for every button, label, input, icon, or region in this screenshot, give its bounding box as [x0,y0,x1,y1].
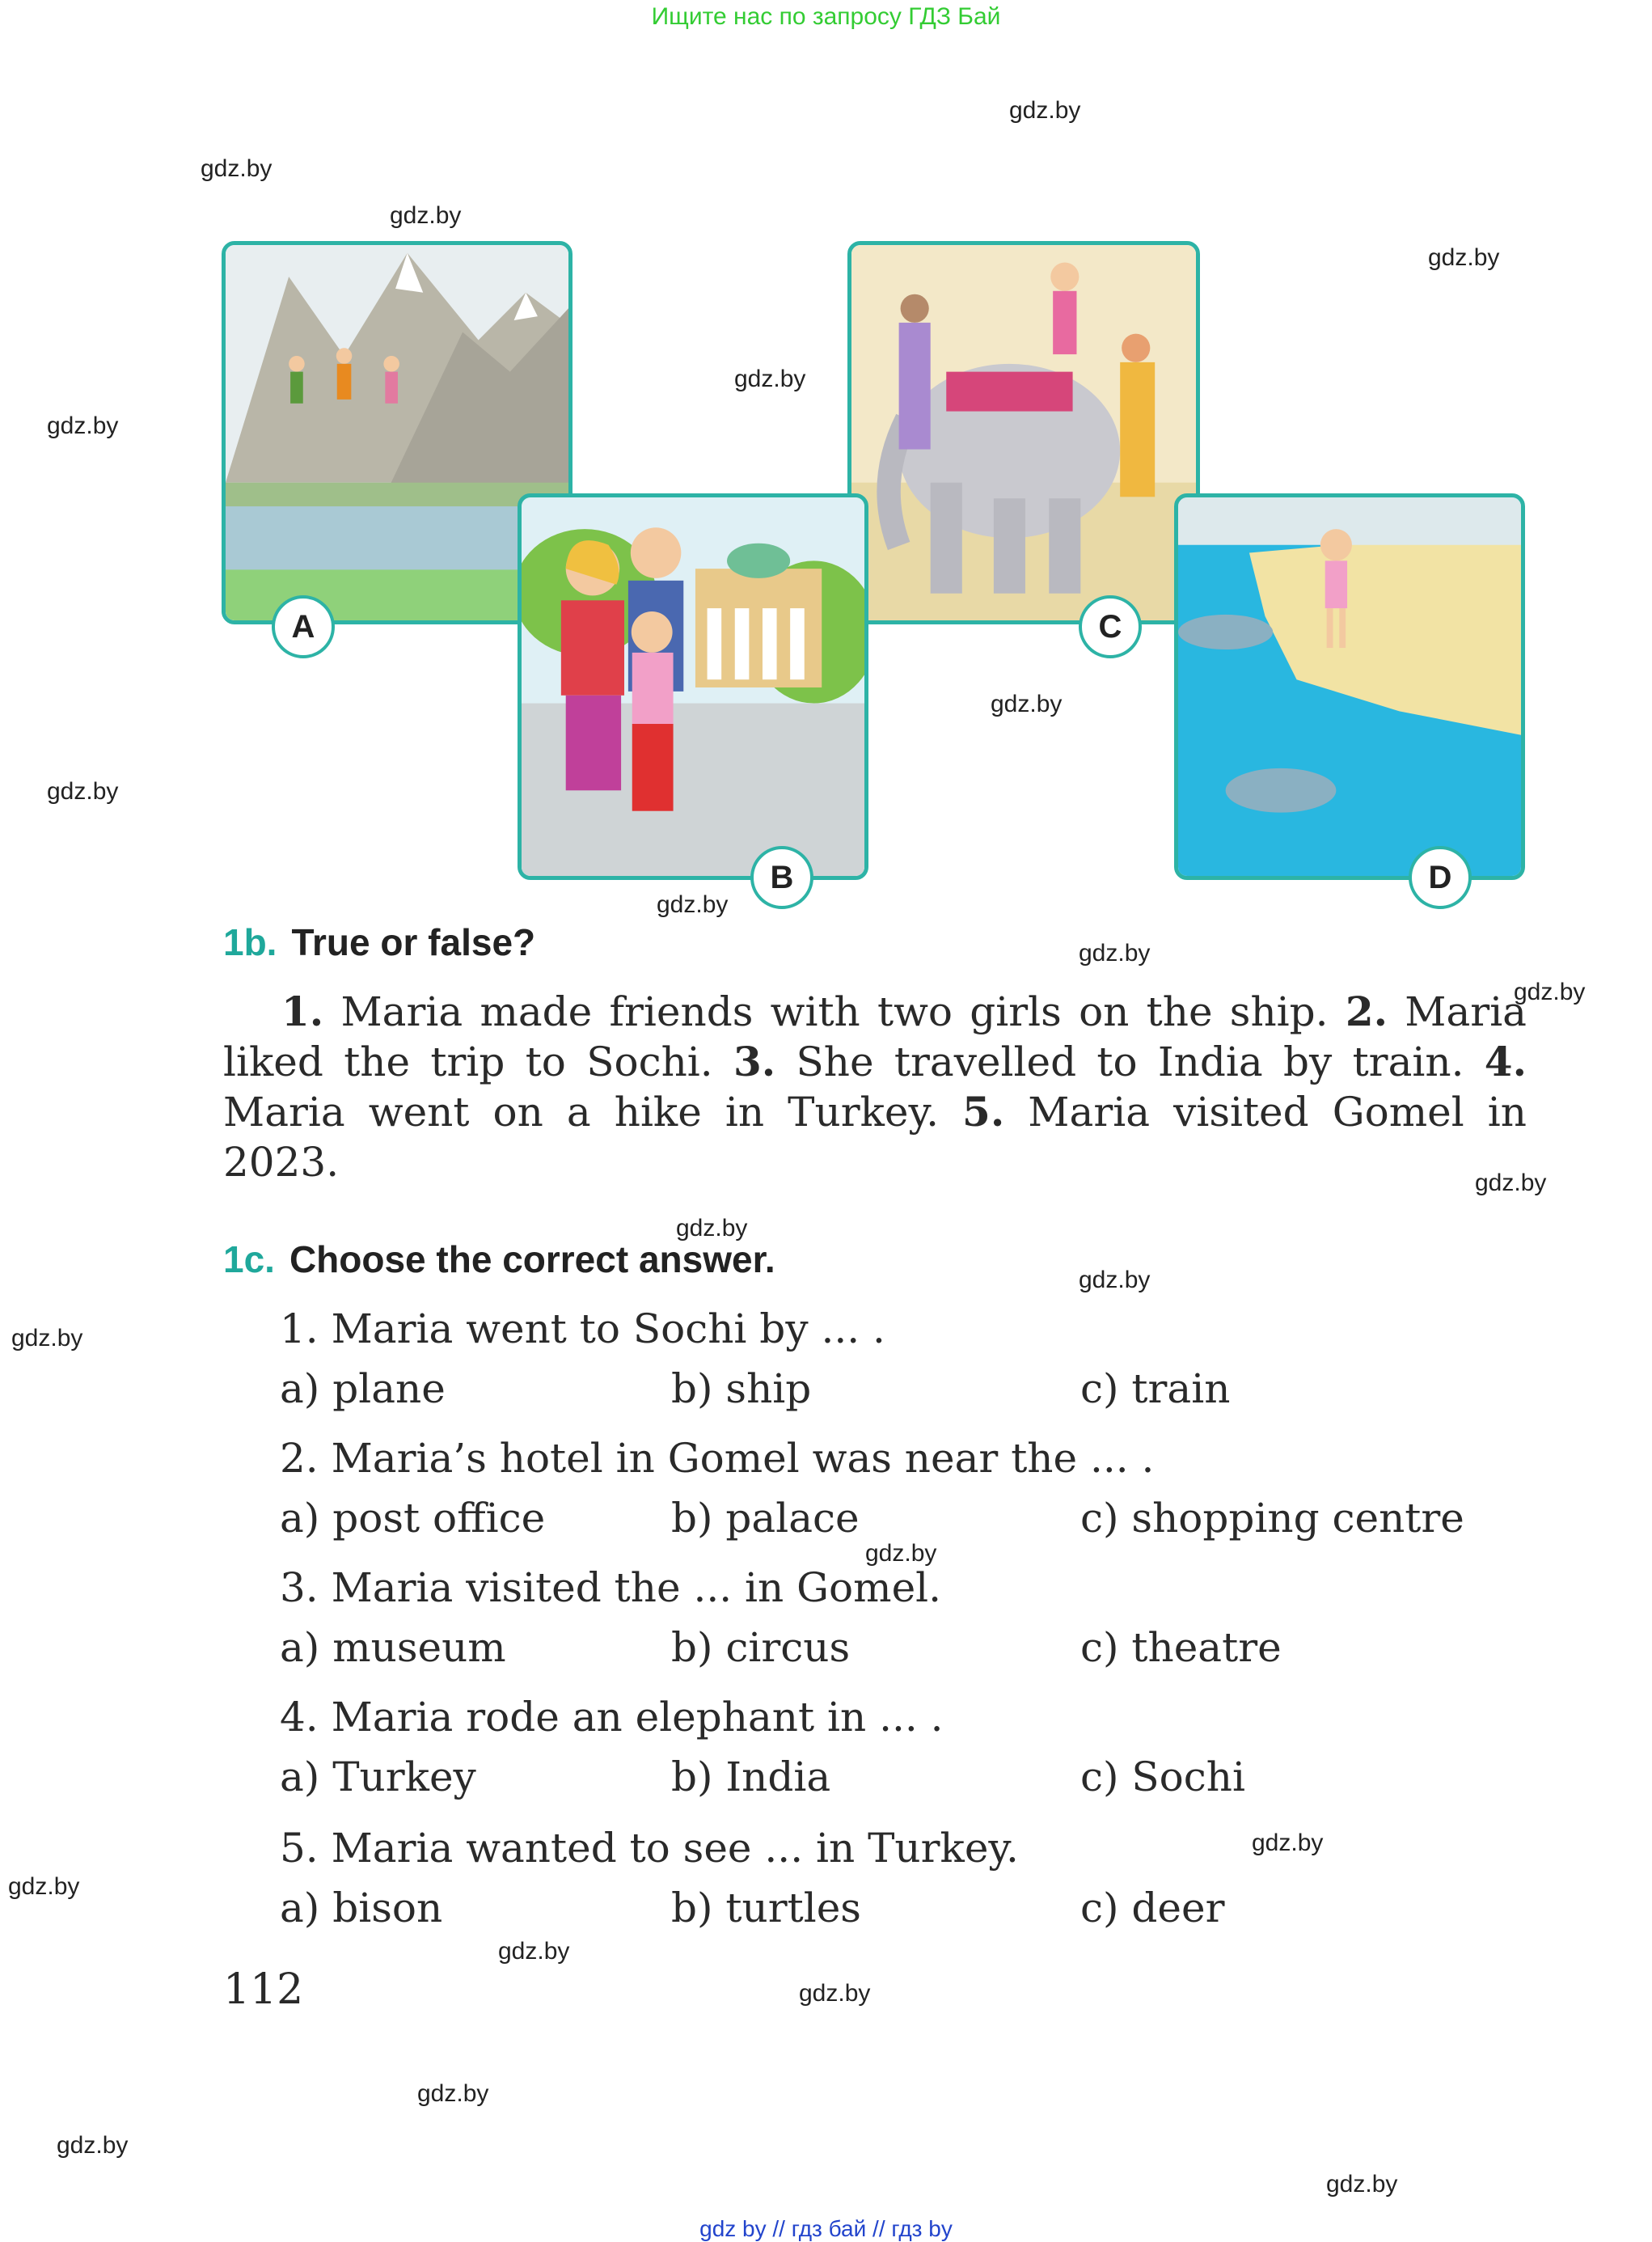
watermark: gdz.by [991,691,1063,717]
statement-4-text: Maria went on a hike in Turkey. [223,1089,963,1136]
picture-label-a: A [272,595,335,658]
section-1c-title: Choose the correct answer. [289,1238,775,1280]
watermark: gdz.by [417,2080,489,2107]
section-1b-number: 1b. [223,921,277,963]
statement-1-text: Maria made friends with two girls on the ship. [323,988,1346,1035]
question-1: 1. Maria went to Sochi by ... . [280,1305,885,1352]
question-3-option-c[interactable]: c) theatre [1080,1624,1282,1671]
watermark: gdz.by [865,1540,937,1567]
statements-paragraph [223,987,1527,1187]
picture-b-family-park [518,493,868,880]
question-5-option-b[interactable]: b) turtles [671,1885,861,1931]
picture-label-c: C [1079,595,1142,658]
question-1-option-c[interactable]: c) train [1080,1365,1231,1412]
watermark: gdz.by [734,366,806,392]
watermark: gdz.by [11,1325,83,1352]
watermark: gdz.by [1475,1170,1547,1196]
watermark: gdz.by [657,891,729,918]
question-4-option-b[interactable]: b) India [671,1753,831,1800]
question-2: 2. Maria’s hotel in Gomel was near the ... . [280,1435,1155,1482]
top-banner[interactable]: Ищите нас по запросу ГДЗ Бай [651,3,1001,30]
watermark: gdz.by [1079,940,1151,967]
watermark: gdz.by [1428,244,1500,271]
question-4: 4. Maria rode an elephant in ... . [280,1694,944,1741]
question-5-option-c[interactable]: c) deer [1080,1885,1225,1931]
question-3-option-b[interactable]: b) circus [671,1624,851,1671]
question-1-option-a[interactable]: a) plane [280,1365,446,1412]
question-5-option-a[interactable]: a) bison [280,1885,443,1931]
watermark: gdz.by [1514,979,1586,1005]
watermark: gdz.by [799,1980,871,2007]
statement-5-number: 5. [962,1088,1005,1136]
statement-5-text: Maria visited Gomel in 2023. [223,1089,1527,1186]
question-2-option-a[interactable]: a) post office [280,1495,546,1542]
statement-3-number: 3. [733,1038,776,1085]
watermark: gdz.by [1252,1830,1324,1856]
question-4-option-a[interactable]: a) Turkey [280,1753,476,1800]
section-1b-title: True or false? [291,921,536,963]
question-3-option-a[interactable]: a) museum [280,1624,506,1671]
watermark: gdz.by [1079,1267,1151,1293]
question-5: 5. Maria wanted to see ... in Turkey. [280,1825,1019,1872]
section-1c-heading [223,1237,775,1281]
watermark: gdz.by [57,2132,129,2159]
watermark: gdz.by [47,778,119,805]
question-4-option-c[interactable]: c) Sochi [1080,1753,1245,1800]
picture-d-beach-dolphins [1174,493,1525,880]
watermark: gdz.by [390,202,462,229]
watermark: gdz.by [1326,2171,1398,2198]
watermark: gdz.by [47,412,119,439]
question-3: 3. Maria visited the ... in Gomel. [280,1564,942,1611]
watermark: gdz.by [676,1215,748,1242]
question-1-option-b[interactable]: b) ship [671,1365,812,1412]
picture-c-india-elephant [847,241,1200,624]
section-1b-statements [223,987,1527,1187]
question-2-option-b[interactable]: b) palace [671,1495,860,1542]
page-number: 112 [223,1965,304,2014]
watermark: gdz.by [201,155,273,182]
statement-3-text: She travelled to India by train. [775,1039,1485,1085]
picture-label-b: B [750,846,813,909]
question-2-option-c[interactable]: c) shopping centre [1080,1495,1464,1542]
footer-links[interactable]: gdz by // гдз бай // гдз by [699,2216,953,2241]
watermark: gdz.by [8,1873,80,1900]
section-1c-number: 1c. [223,1238,275,1280]
statement-2-text: Maria liked the trip to Sochi. [223,988,1527,1085]
watermark: gdz.by [1009,97,1081,124]
statement-4-number: 4. [1484,1038,1527,1085]
watermark: gdz.by [498,1938,570,1965]
picture-label-d: D [1409,846,1472,909]
section-1b-heading [223,920,535,964]
statement-2-number: 2. [1345,988,1388,1035]
statement-1-number: 1. [281,988,324,1035]
